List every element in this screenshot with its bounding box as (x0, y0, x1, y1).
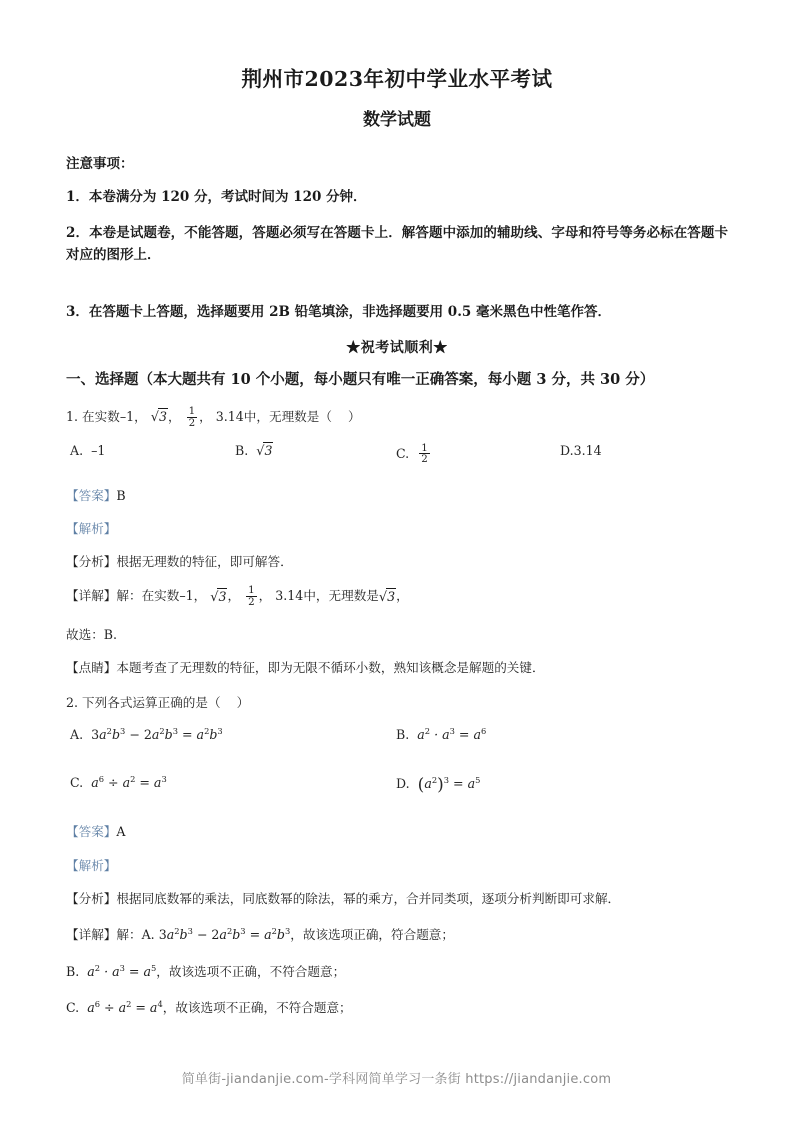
question-1-fenxi (66, 539, 728, 572)
page-content (66, 0, 728, 1018)
fraction-one-half-inline: $\frac{1}{2}$ (188, 405, 196, 429)
line-c-label: C. (66, 999, 80, 1015)
question-1-xiangjie: 【详解】解：在实数–1， √3， $\frac{1}{2}$ ， 3.14中，无理数是√3， (66, 584, 409, 609)
question-1-options (66, 429, 728, 473)
question-1-option-c[interactable]: C. $\frac{1}{2}$ (396, 441, 428, 466)
dianjing-tag: 【点睛】 (66, 659, 117, 675)
option-c-label: C. (70, 775, 84, 791)
option-c-label: C. (396, 446, 410, 462)
xiangjie-tag: 【详解】 (66, 927, 117, 943)
question-2-answer (66, 809, 728, 842)
question-2-number: 2. (66, 695, 79, 711)
dianjing-text: 本题考查了无理数的特征，即为无限不循环小数，熟知该概念是解题的关键． (116, 659, 545, 675)
question-2-line-b: B. $a^2 \cdot a^3 = a^5$，故该选项不正确，不符合题意； (66, 962, 346, 979)
question-2-xiangjie-a: 【详解】解：A. $3a^2b^3 - 2a^2b^3 = a^2b^3$，故该选项正确，符合题意； (66, 925, 454, 943)
sqrt-3-inline: √3 (150, 409, 167, 426)
line-b-tail: ，故该选项不正确，不符合题意； (156, 963, 346, 979)
section-heading-choice: 一、选择题（本大题共有 10 个小题，每小题只有唯一正确答案，每小题 3 分，共 30 分） (66, 371, 655, 389)
fenxi-tag: 【分析】 (66, 890, 117, 906)
notice-item-3: 3．在答题卡上答题，选择题要用 2B 铅笔填涂，非选择题要用 0.5 毫米黑色中性笔作答． (66, 304, 611, 321)
question-2-option-c[interactable]: C. $a^6 \div a^2 = a^3$ (70, 774, 167, 791)
footer-watermark: 简单街-jiandanjie.com-学科网简单学习一条街 https://jiandanjie.com (181, 1072, 612, 1087)
question-2-stem (66, 678, 728, 713)
question-2-stem-suffix: ） (236, 695, 250, 711)
line-b-label: B. (66, 963, 80, 979)
option-b-label: B. (396, 727, 410, 743)
xiangjie-suffix: ， (396, 588, 409, 604)
option-d-label: D. (396, 776, 410, 792)
xiangjie-lead: 解：A. (116, 927, 155, 943)
question-1-analysis-tag: 【解析】 (66, 520, 117, 536)
xiangjie-mid: 中，无理数是 (303, 588, 379, 604)
fenxi-text: 根据无理数的特征，即可解答． (116, 554, 293, 570)
question-1-stem-mid: 中，无理数是（ (243, 409, 332, 425)
question-2-stem-text: 下列各式运算正确的是（ (82, 695, 221, 711)
fenxi-tag: 【分析】 (66, 554, 117, 570)
answer-value: B (116, 487, 126, 503)
notice-item-1: 1．本卷满分为 120 分，考试时间为 120 分钟． (66, 188, 367, 205)
answer-tag: 【答案】 (66, 487, 117, 503)
question-1-answer (66, 473, 728, 506)
option-a-label: A. (70, 442, 84, 458)
question-2-options-row-2 (66, 761, 728, 809)
option-a-label: A. (70, 727, 84, 743)
fenxi-text: 根据同底数幂的乘法，同底数幂的除法，幂的乘方，合并同类项，逐项分析判断即可求解． (116, 890, 621, 906)
question-1-dianjing (66, 645, 728, 678)
question-1-number: 1. (66, 409, 79, 425)
question-1-conclusion: 故选：B. (66, 626, 118, 642)
question-1-option-d[interactable]: D.3.14 (560, 442, 602, 458)
question-1-option-b[interactable]: B. √3 (235, 442, 273, 459)
question-2-option-a[interactable]: A. $3a^2b^3 - 2a^2b^3 = a^2b^3$ (70, 726, 223, 743)
question-2-fenxi (66, 876, 728, 909)
notices-heading: 注意事项： (66, 155, 134, 172)
document-subtitle: 数学试题 (363, 109, 431, 130)
option-b-label: B. (235, 442, 249, 458)
question-2-option-d[interactable]: D. $(a^2)^3 = a^5$ (396, 775, 481, 796)
line-c-tail: ，故该选项不正确，不符合题意； (162, 999, 352, 1015)
question-1-stem: 1. 在实数–1， √3， $\frac{1}{2}$ ， 3.14中，无理数是（ ） (66, 405, 361, 429)
question-2-line-c: C. $a^6 \div a^2 = a^4$，故该选项不正确，不符合题意； (66, 998, 352, 1015)
question-2-option-b[interactable]: B. $a^2 \cdot a^3 = a^6$ (396, 726, 487, 743)
question-1-stem-prefix: 在实数 (82, 409, 120, 425)
question-1-stem-suffix: ） (347, 409, 361, 425)
question-2-analysis-tag: 【解析】 (66, 857, 117, 873)
document-title: 荆州市2023年初中学业水平考试 (241, 67, 553, 91)
answer-tag: 【答案】 (66, 824, 117, 840)
option-d-label: D. (560, 442, 574, 458)
question-1-option-a[interactable]: A. –1 (70, 442, 106, 458)
xiangjie-a-tail: ，故该选项正确，符合题意； (290, 927, 454, 943)
good-luck-banner: ★祝考试顺利★ (346, 340, 448, 357)
notice-item-2: 2．本卷是试题卷，不能答题，答题必须写在答题卡上．解答题中添加的辅助线、字母和符号等务必标在答题卡对应的图形上． (66, 224, 728, 263)
xiangjie-tag: 【详解】 (66, 588, 117, 604)
question-2-options-row-1 (66, 713, 728, 761)
xiangjie-prefix: 解：在实数 (116, 588, 180, 604)
answer-value: A (116, 824, 126, 840)
